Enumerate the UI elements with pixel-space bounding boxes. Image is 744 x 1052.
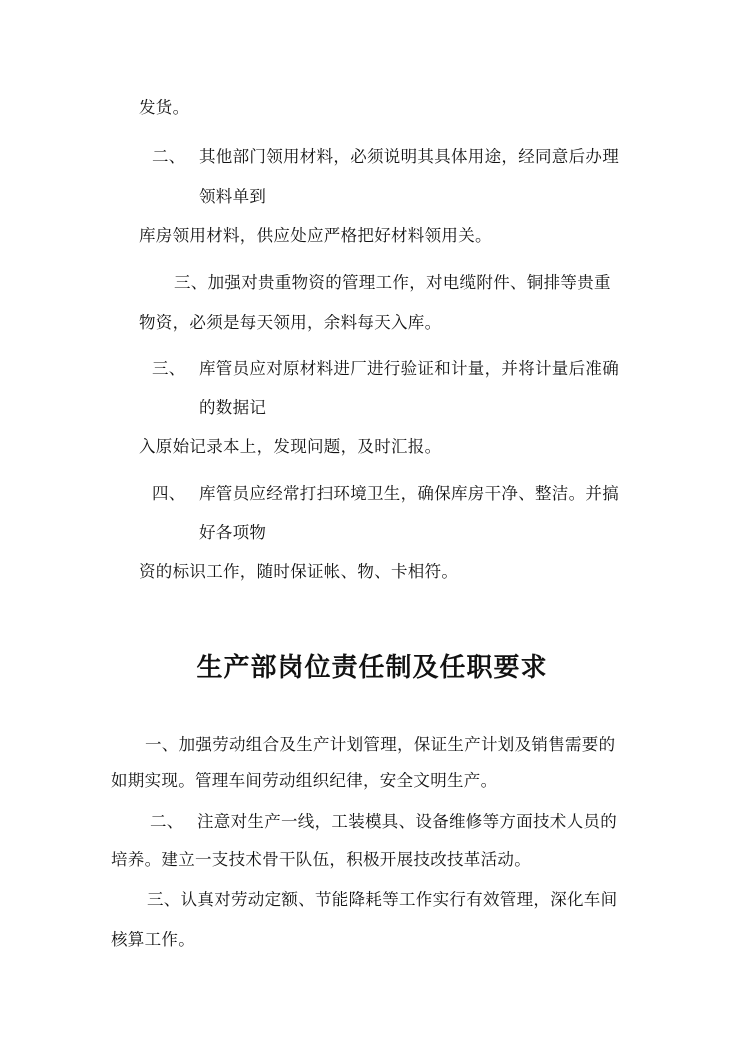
list-item-text: 其他部门领用材料，必须说明其具体用途，经同意后办理 — [199, 147, 619, 166]
paragraph-line: 资的标识工作，随时保证帐、物、卡相符。 — [139, 562, 459, 581]
list-item-text: 好各项物 — [199, 523, 267, 542]
paragraph-line: 物资，必须是每天领用，余料每天入库。 — [139, 313, 442, 332]
paragraph-line: 核算工作。 — [111, 930, 195, 949]
paragraph-line: 一、加强劳动组合及生产计划管理，保证生产计划及销售需要的 — [145, 735, 616, 754]
paragraph-line: 库房领用材料，供应处应严格把好材料领用关。 — [139, 226, 492, 245]
list-item-text: 的数据记 — [199, 398, 267, 417]
list-item-number: 二、 — [150, 812, 184, 831]
paragraph-line: 三、加强对贵重物资的管理工作，对电缆附件、铜排等贵重 — [174, 273, 611, 292]
list-item-number: 四、 — [152, 484, 186, 503]
list-item-number: 二、 — [152, 147, 186, 166]
section-title: 生产部岗位责任制及任职要求 — [196, 653, 548, 683]
paragraph-line: 如期实现。管理车间劳动组织纪律，安全文明生产。 — [111, 771, 498, 790]
paragraph-line: 三、认真对劳动定额、节能降耗等工作实行有效管理，深化车间 — [147, 890, 618, 909]
paragraph-line: 入原始记录本上，发现问题，及时汇报。 — [139, 437, 442, 456]
list-item-text: 领料单到 — [199, 187, 267, 206]
list-item-text: 注意对生产一线，工装模具、设备维修等方面技术人员的 — [197, 812, 617, 831]
list-item-number: 三、 — [152, 359, 186, 378]
paragraph-line: 培养。建立一支技术骨干队伍，积极开展技改技革活动。 — [111, 850, 531, 869]
list-item-text: 库管员应对原材料进厂进行验证和计量，并将计量后准确 — [199, 359, 619, 378]
paragraph-line: 发货。 — [139, 98, 190, 117]
list-item-text: 库管员应经常打扫环境卫生，确保库房干净、整洁。并搞 — [199, 484, 619, 503]
